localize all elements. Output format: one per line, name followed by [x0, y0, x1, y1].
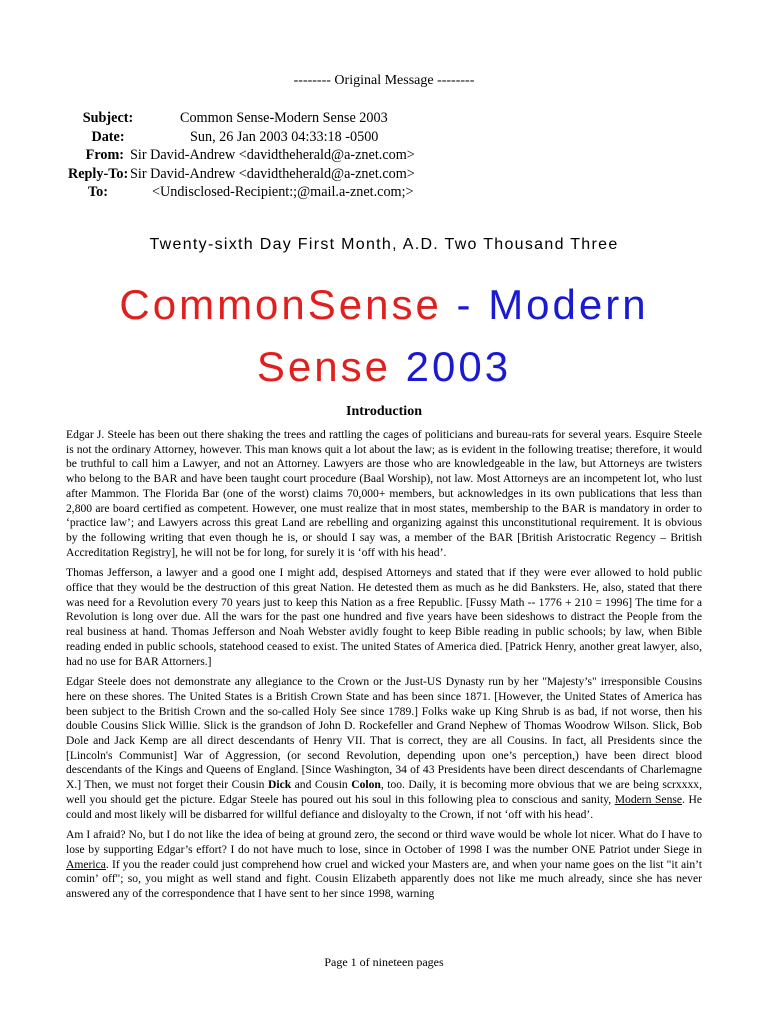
subject-row [68, 109, 409, 128]
replyto-label: Reply-To: [68, 165, 129, 182]
date-value: Sun, 26 Jan 2003 04:33:18 -0500 [190, 128, 379, 145]
replyto-value: Sir David-Andrew <davidtheherald@a-znet.com> [130, 165, 415, 182]
title-word-common: Common [119, 281, 308, 328]
title-word-sense-2: Sense [256, 343, 391, 390]
subject-label: Subject: [82, 110, 134, 126]
to-label: To: [88, 184, 108, 201]
paragraph-4-text-a: Am I afraid? No, but I do not like the idea of being at ground zero, the second or third wave would be whole lot nicer. What do I have to lose by supporting Edgar’s effort? I do not have much to lose, since in October of 1998 I was the number ONE Patriot under Siege in [66, 828, 702, 856]
document-title [0, 276, 768, 396]
paragraph-2: Thomas Jefferson, a lawyer and a good one I might add, despised Attorneys and stated that if they were ever allowed to hold public office that they would be the destruction of this great Nation. He detested them as much as he did Banksters. He, also, stated that there was need for a Revolution every 70 years just to keep this Nation as a free Republic. [Fussy Math -- 1776 + 210 = 1996] The time for a Revolution is long over due. All the wars for the past one hundred and five years have been sideshows to distract the People from the real business at hand. Thomas Jefferson and Noah Webster avidly fought to keep Bible reading in public schools; by law, when Bible reading ended in public schools, statehood ceased to exist. The united States of America died. [Patrick Henry, another great lawyer, also, had no use for BAR Attorners.] [66, 566, 702, 668]
subject-value: Common Sense-Modern Sense 2003 [180, 110, 388, 126]
underlined-america: America [66, 857, 106, 871]
page-footer: Page 1 of nineteen pages [324, 955, 444, 969]
from-value: Sir David-Andrew <davidtheherald@a-znet.com> [130, 147, 415, 164]
paragraph-3-text-d: . He could and most likely will be disbarred for willful defiance and disloyalty to the Crown, if not ‘off with his head’. [66, 792, 702, 821]
introduction-heading: Introduction [346, 404, 422, 419]
to-value: <Undisclosed-Recipient:;@mail.a-znet.com;> [152, 184, 414, 201]
title-line-2 [0, 338, 768, 396]
to-row [68, 183, 414, 202]
title-year: 2003 [390, 343, 512, 390]
body-text [66, 428, 702, 908]
paragraph-4 [66, 828, 702, 902]
dateline: Twenty-sixth Day First Month, A.D. Two Thousand Three [149, 236, 619, 253]
paragraph-3 [66, 675, 702, 822]
date-label: Date: [91, 128, 125, 145]
date-row [68, 128, 409, 147]
paragraph-3-text-a: Edgar Steele does not demonstrate any allegiance to the Crown or the Just-US Dynasty run by her "Majesty’s" irresponsible Cousins here on these shores. The United States is a British Crown State and has been since 1871. [However, the United States of America has been subject to the British Crown and the so-called Holy See since 1789.] Folks wake up King Shrub is as bad, if not worse, then his double Cousins Slick Willie. Slick is the grandson of John D. Rockefeller and Grand Nephew of Thomas Woodrow Wilson. Slick, Bob Dole and Jack Kemp are all direct descendants of Henry VII. That is correct, they are all Cousins. In fact, all Presidents since the [Lincoln's Communist] War of Aggression, (or second Revolution, depending upon one’s perception,) have been direct blood descendants of the Kings and Queens of England. [Since Washington, 34 of 43 Presidents have been direct descendants of Charlemagne X.] Then, we must not forget their Cousin [66, 675, 702, 792]
underlined-modern-sense: Modern Sense [614, 792, 683, 806]
paragraph-4-text-b: . If you the reader could just comprehend how cruel and wicked your Masters are, and when your name goes on the list "it ain’t comin’ off"; so, you might as well stand and fight. Cousin Elizabeth apparently does not like me much already, since she has never answered any of the correspondence that I have sent to her since 1998, warning [66, 857, 702, 901]
paragraph-3-text-c: , too. Daily, it is becoming more obvious that we are being scrxxxx, well you should get the picture. Edgar Steele has poured out his soul in this following plea to conscious and sanity, [66, 778, 702, 806]
title-line-1 [0, 276, 768, 334]
original-message-separator: -------- Original Message -------- [293, 73, 475, 88]
email-headers [68, 109, 415, 202]
from-row [68, 146, 415, 165]
bold-colon: Colon [351, 778, 381, 792]
title-word-sense: Sense [307, 281, 442, 328]
from-label: From: [85, 147, 124, 164]
paragraph-1: Edgar J. Steele has been out there shaking the trees and rattling the cages of politicians and bureau-rats for several years. Esquire Steele is not the ordinary Attorney, however. This man knows quit a lot about the law; as is evident in the following treatise; therefore, it would be truthful to call him a Lawyer, and not an Attorney. Lawyers are those who are knowledgeable in the law, but Attorneys are twisters who belong to the BAR and have been taught court procedure (Baal Worship), not law. Most Attorneys are an incompetent lot, who lust after Mammon. The Florida Bar (one of the worst) claims 70,000+ members, but acknowledges in its own publications that less than 2,800 are board certified as competent. However, one must realize that in most states, membership to the BAR is mandatory in order to ‘practice law’; and Lawyers across this great Land are rebelling and organizing against this unconstitutional requirement. It is obvious by the following writing that even though he is, or should I say was, a member of the BAR [British Aristocratic Regency – British Accreditation Registry], he will not be for long, for surely it is ‘off with his head’. [66, 428, 702, 559]
bold-dick: Dick [267, 778, 292, 792]
replyto-row [68, 165, 415, 184]
title-word-modern: - Modern [441, 281, 649, 328]
paragraph-3-text-b: and Cousin [291, 778, 352, 792]
